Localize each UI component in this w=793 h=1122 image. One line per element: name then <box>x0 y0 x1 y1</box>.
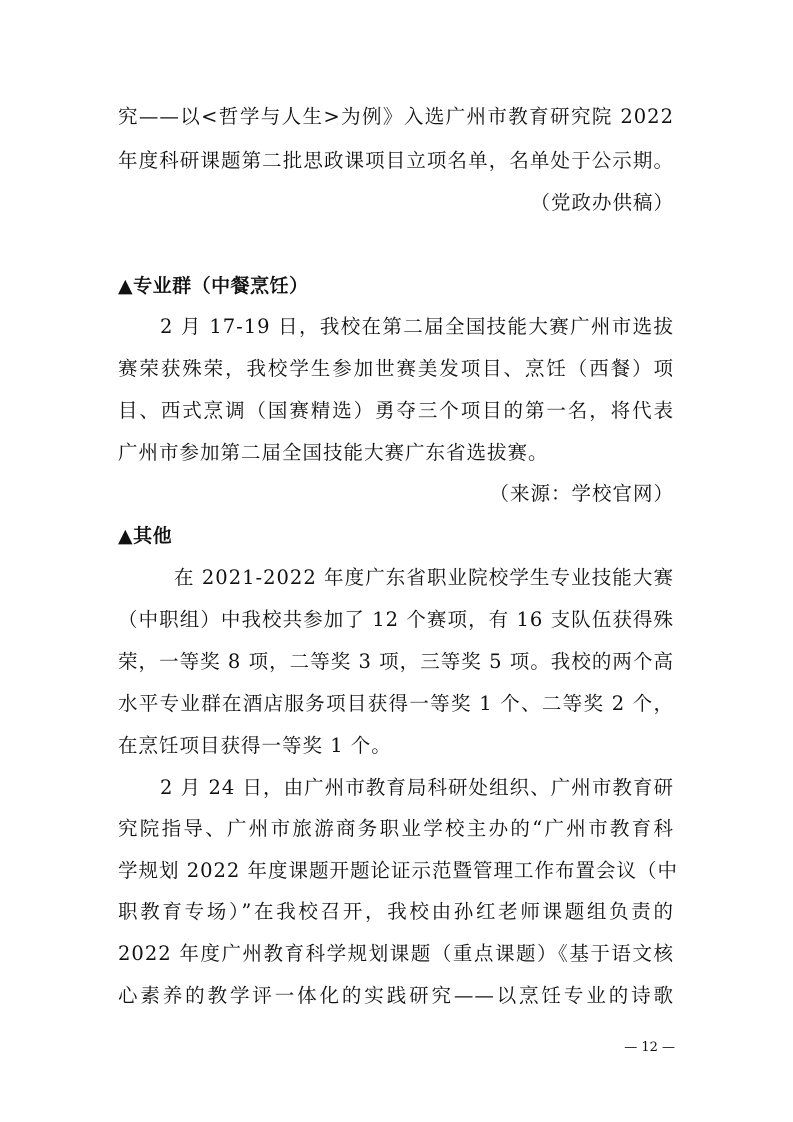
source-note: （来源：学校官网） <box>489 482 674 505</box>
text-line: 在烹饪项目获得一等奖 1 个。 <box>118 734 392 757</box>
text-line: 目、西式烹调（国赛精选）勇夺三个项目的第一名，将代表 <box>118 399 674 422</box>
section-heading: ▲其他 <box>118 525 173 547</box>
text-line: 2022 年度广州教育科学规划课题（重点课题）《基于语文核 <box>118 942 674 965</box>
text-line: 荣，一等奖 8 项，二等奖 3 项，三等奖 5 项。我校的两个高 <box>118 650 674 673</box>
text-line: 在 2021-2022 年度广东省职业院校学生专业技能大赛 <box>174 566 674 589</box>
section-heading: ▲专业群（中餐烹饪） <box>118 275 309 297</box>
text-line: 年度科研课题第二批思政课项目立项名单，名单处于公示期。 <box>118 149 674 172</box>
text-line: 赛荣获殊荣，我校学生参加世赛美发项目、烹饪（西餐）项 <box>118 357 674 380</box>
text-line: 心素养的教学评一体化的实践研究——以烹饪专业的诗歌 <box>118 984 674 1007</box>
text-line: 2 月 17-19 日，我校在第二届全国技能大赛广州市选拔 <box>160 315 674 338</box>
text-line: 广州市参加第二届全国技能大赛广东省选拔赛。 <box>118 441 549 464</box>
text-line: 职教育专场）”在我校召开，我校由孙红老师课题组负责的 <box>118 900 674 923</box>
page-number: — 12 — <box>624 1040 675 1055</box>
text-line: 究院指导、广州市旅游商务职业学校主办的“广州市教育科 <box>118 817 674 840</box>
text-line: （中职组）中我校共参加了 12 个赛项，有 16 支队伍获得殊 <box>118 608 674 631</box>
source-note: （党政办供稿） <box>530 191 674 214</box>
text-line: 学规划 2022 年度课题开题论证示范暨管理工作布置会议（中 <box>118 859 679 882</box>
text-line: 2 月 24 日，由广州市教育局科研处组织、广州市教育研 <box>160 776 674 799</box>
text-line: 水平专业群在酒店服务项目获得一等奖 1 个、二等奖 2 个， <box>118 692 674 715</box>
text-line: 究——以<哲学与人生>为例》入选广州市教育研究院 2022 <box>118 105 674 128</box>
